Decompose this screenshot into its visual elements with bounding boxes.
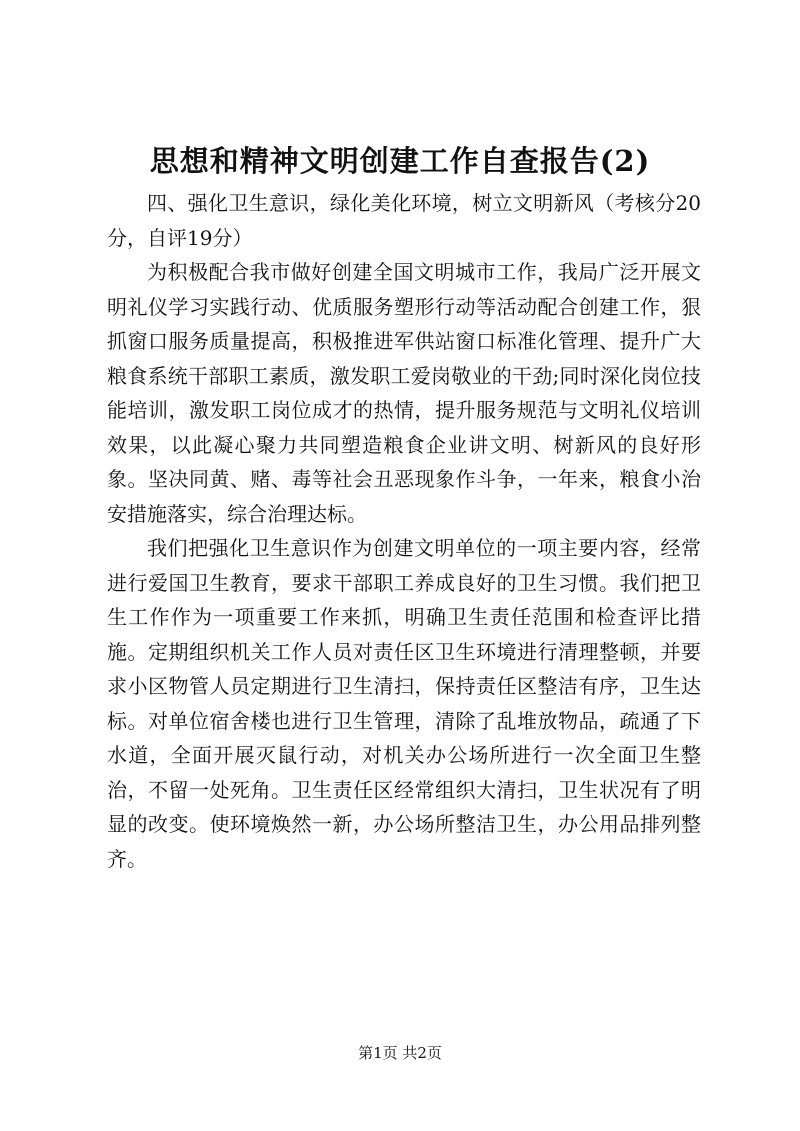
paragraph-civilization-campaign: 为积极配合我市做好创建全国文明城市工作，我局广泛开展文明礼仪学习实践行动、优质服务塑形行动等活动配合创建工作，狠抓窗口服务质量提高，积极推进军供站窗口标准化管理、提升广大粮食系统干部职工素质，激发职工爱岗敬业的干劲;同时深化岗位技能培训，激发职工岗位成才的热情，提升服务规范与文明礼仪培训效果，以此凝心聚力共同塑造粮食企业讲文明、树新风的良好形象。坚决同黄、赌、毒等社会丑恶现象作斗争，一年来，粮食小治安措施落实，综合治理达标。 [107, 260, 701, 526]
page-number-footer: 第1页 共2页 [358, 1044, 442, 1062]
document-body [107, 186, 701, 876]
paragraph-hygiene-work: 我们把强化卫生意识作为创建文明单位的一项主要内容，经常进行爱国卫生教育，要求干部职工养成良好的卫生习惯。我们把卫生工作作为一项重要工作来抓，明确卫生责任范围和检查评比措施。定期组织机关工作人员对责任区卫生环境进行清理整顿，并要求小区物管人员定期进行卫生清扫，保持责任区整洁有序，卫生达标。对单位宿舍楼也进行卫生管理，清除了乱堆放物品，疏通了下水道，全面开展灭鼠行动，对机关办公场所进行一次全面卫生整治，不留一处死角。卫生责任区经常组织大清扫，卫生状况有了明显的改变。使环境焕然一新，办公场所整洁卫生，办公用品排列整齐。 [107, 536, 701, 871]
paragraph-section-heading: 四、强化卫生意识，绿化美化环境，树立文明新风（考核分20分，自评19分） [107, 191, 701, 250]
document-title: 思想和精神文明创建工作自查报告(2) [149, 144, 651, 178]
